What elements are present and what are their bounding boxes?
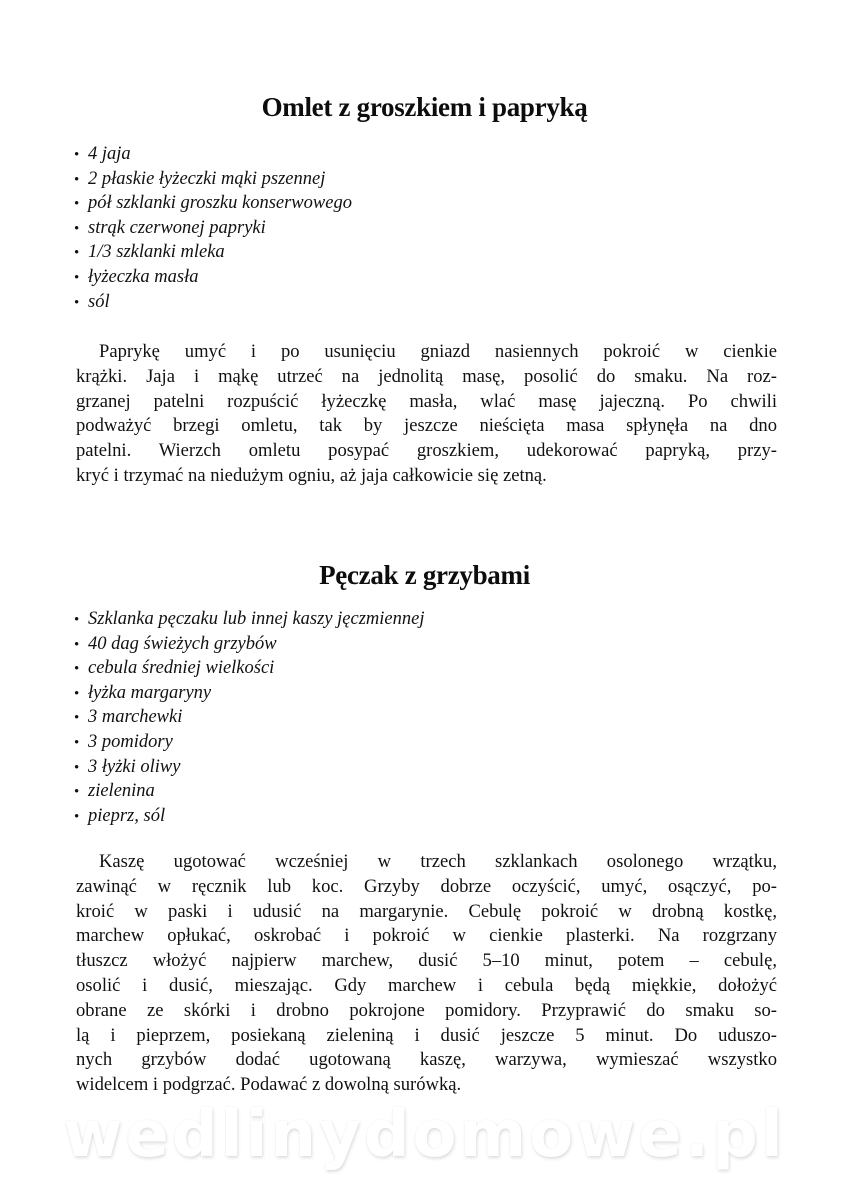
ingredient-item: • 2 płaskie łyżeczki mąki pszennej [74,167,352,192]
ingredient-item: • strąk czerwonej papryki [74,216,352,241]
ingredient-item: • pieprz, sól [74,804,425,829]
instruction-line: grzanej patelni rozpuścić łyżeczkę masła, wlać masę jajeczną. Po chwili [76,390,777,412]
recipe-title-peczak: Pęczak z grzybami [319,560,530,590]
bullet-icon: • [74,147,80,163]
instruction-line: zawinąć w ręcznik lub koc. Grzyby dobrze oczyścić, umyć, osączyć, po- [76,875,777,897]
ingredient-item: • 1/3 szklanki mleka [74,240,352,265]
instruction-line: kryć i trzymać na niedużym ogniu, aż jaja całkowicie się zetną. [76,464,547,486]
ingredient-item: • łyżeczka masła [74,265,352,290]
instruction-line: lą i pieprzem, posiekaną zieleniną i dusić jeszcze 5 minut. Do uduszo- [76,1024,777,1046]
instruction-line: nych grzybów dodać ugotowaną kaszę, warzywa, wymieszać wszystko [76,1049,777,1071]
instruction-line: Kaszę ugotować wcześniej w trzech szklankach osolonego wrzątku, [99,851,777,872]
instruction-line: marchew opłukać, oskrobać i pokroić w cienkie plasterki. Na rozgrzany [76,925,777,947]
instruction-line: podważyć brzegi omletu, tak by jeszcze nieścięta masa spłynęła na dno [76,415,777,437]
bullet-icon: • [74,171,80,188]
instruction-line: patelni. Wierzch omletu posypać groszkiem, udekorować papryką, przy- [76,440,777,462]
ingredient-item: • pół szklanki groszku konserwowego [74,191,352,216]
ingredients-list-peczak [74,607,425,828]
instruction-line: widelcem i podgrzać. Podawać z dowolną surówką. [76,1074,462,1096]
ingredient-item: • zielenina [74,779,425,804]
instructions-omlet [76,340,777,489]
ingredient-item: • Szklanka pęczaku lub innej kaszy jęczmiennej [74,607,425,632]
recipe-title-omlet: Omlet z groszkiem i papryką [261,92,588,122]
ingredient-item: • 3 pomidory [74,730,425,755]
bullet-icon: • [74,612,80,628]
ingredient-item: • cebula średniej wielkości [74,656,425,681]
instruction-line: obrane ze skórki i drobno pokrojone pomidory. Przyprawić do smaku so- [76,999,777,1021]
instruction-line: Paprykę umyć i po usunięciu gniazd nasiennych pokroić w cienkie [99,341,777,362]
instruction-line: kroić w paski i udusić na margarynie. Cebulę pokroić w drobną kostkę, [76,900,777,922]
bullet-icon: • [74,636,80,653]
bullet-icon: • [74,661,80,678]
bullet-icon: • [74,220,80,237]
instructions-peczak [76,850,777,1098]
ingredient-item: • sól [74,290,352,315]
watermark: wedlinydomowe.pl [63,1098,786,1172]
bullet-icon: • [74,759,80,776]
bullet-icon: • [74,294,80,311]
bullet-icon: • [74,245,80,262]
ingredient-item: • 40 dag świeżych grzybów [74,632,425,657]
bullet-icon: • [74,196,80,213]
ingredients-list-omlet [74,142,352,314]
bullet-icon: • [74,734,80,751]
bullet-icon: • [74,685,80,702]
bullet-icon: • [74,808,80,825]
bullet-icon: • [74,784,80,801]
instruction-line: osolić i dusić, mieszając. Gdy marchew i cebula będą miękkie, dołożyć [76,974,777,996]
instruction-line: tłuszcz włożyć najpierw marchew, dusić 5–10 minut, potem – cebulę, [76,950,777,972]
instruction-line: krążki. Jaja i mąkę utrzeć na jednolitą masę, posolić do smaku. Na roz- [76,365,777,387]
bullet-icon: • [74,269,80,286]
ingredient-item: • łyżka margaryny [74,681,425,706]
ingredient-item: • 4 jaja [74,142,352,167]
ingredient-item: • 3 marchewki [74,705,425,730]
ingredient-item: • 3 łyżki oliwy [74,755,425,780]
bullet-icon: • [74,710,80,727]
